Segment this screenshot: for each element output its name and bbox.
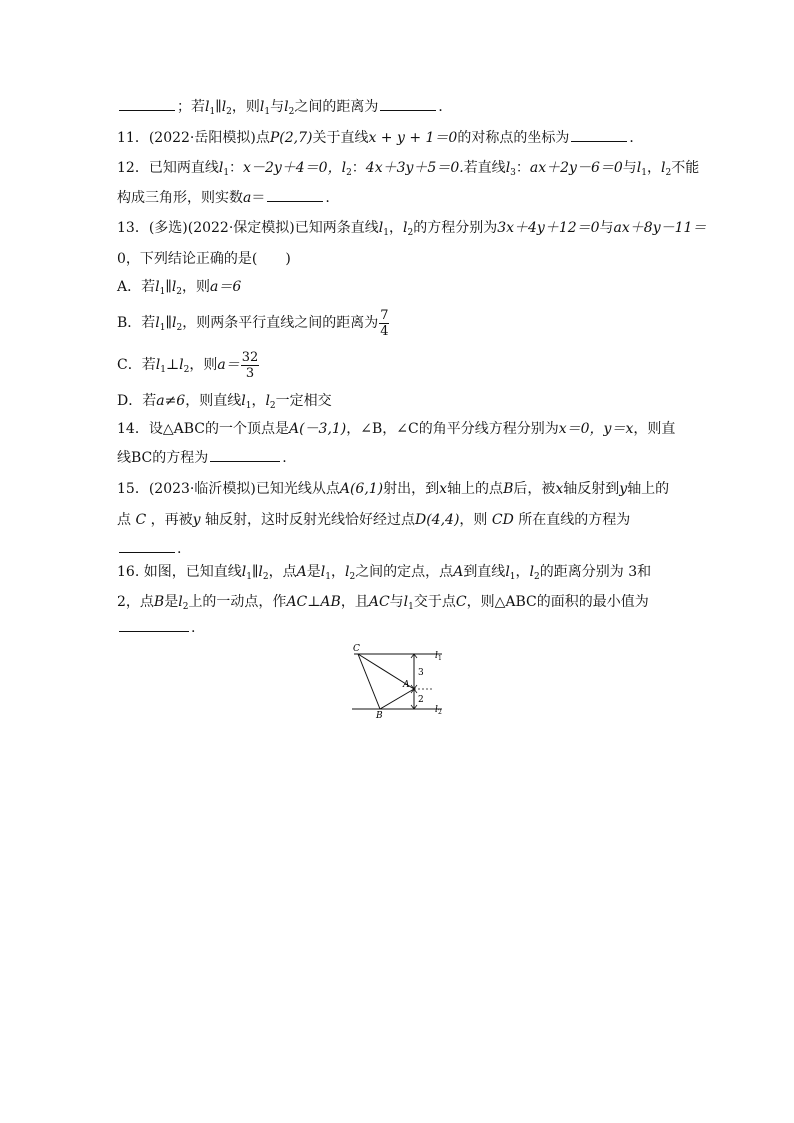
source-tag: (2023·临沂模拟) xyxy=(148,481,256,497)
answer-blank[interactable] xyxy=(210,447,280,462)
option-d[interactable]: D．若a≠6，则直线$l_1$，$l_2$一定相交 xyxy=(117,393,332,411)
question-16-line-1: 16. 如图，已知直线$l_1\parallel l_2$，点A是$l_1$，$l_2$之间的定点，点A到直线$l_1$，$l_2$的距离分别为 3和 xyxy=(117,564,652,582)
question-13-line-2: 0，下列结论正确的是( ) xyxy=(117,251,291,267)
answer-blank[interactable] xyxy=(571,127,627,142)
source-tag: (2022·岳阳模拟) xyxy=(148,130,256,146)
question-15-line-1: 15．(2023·临沂模拟)已知光线从点A(6,1)射出，到x轴上的点B后，被x轴反射到y轴上的 xyxy=(117,481,670,497)
question-16-line-2: 2，点B是$l_2$上的一动点，作AC⊥AB，且AC与$l_1$交于点C，则△ABC的面积的最小值为 xyxy=(117,594,649,612)
fraction: $\frac{7}{4}$ xyxy=(380,307,389,339)
question-number: 15． xyxy=(117,481,149,497)
fraction: $\frac{32}{3}$ xyxy=(241,349,259,381)
question-12-line-2: 构成三角形，则实数a＝ . xyxy=(117,187,682,208)
question-15-line-3: . xyxy=(117,538,682,559)
source-tag: (多选)(2022·保定模拟) xyxy=(148,220,295,236)
segment-cb xyxy=(358,654,380,709)
option-b[interactable]: B．若$l_1\parallel l_2$，则两条平行直线之间的距离为 $\frac{7}{4}$ xyxy=(117,307,389,339)
answer-blank[interactable] xyxy=(267,187,323,202)
label-c: C xyxy=(353,644,360,654)
question-15-line-2: 点 C ，再被y 轴反射，这时反射光线恰好经过点D(4,4)，则 CD 所在直线的方程为 xyxy=(117,512,631,528)
question-number: 13． xyxy=(117,220,149,236)
label-b: B xyxy=(376,711,383,720)
segment-ab xyxy=(380,689,414,709)
geometry-figure xyxy=(340,640,460,720)
answer-blank[interactable] xyxy=(119,617,189,632)
label-l2: l xyxy=(435,705,438,715)
question-13-line-1: 13．(多选)(2022·保定模拟)已知两条直线$l_1$，$l_2$的方程分别为3x＋4y＋12＝0与ax＋8y－11＝ xyxy=(117,220,707,238)
answer-blank[interactable] xyxy=(119,538,175,553)
question-number: 16. xyxy=(117,564,140,580)
answer-blank[interactable] xyxy=(119,96,175,111)
distance-3: 3 xyxy=(418,668,424,678)
question-10-tail: ；若$l_1\parallel l_2$，则$l_1$与$l_2$之间的距离为 ． xyxy=(117,96,682,122)
question-16-line-3: . xyxy=(117,617,682,638)
question-number: 14． xyxy=(117,421,149,437)
answer-blank[interactable] xyxy=(380,96,436,111)
question-14-line-2: 线BC的方程为 . xyxy=(117,447,682,468)
option-c[interactable]: C．若$l_1\perp l_2$，则a＝ $\frac{32}{3}$ xyxy=(117,349,259,381)
label-l1: l xyxy=(435,651,438,661)
label-l1-sub: 1 xyxy=(438,655,442,662)
question-14-line-1: 14．设△ABC的一个顶点是A(－3,1)，∠B，∠C的角平分线方程分别为x＝0，y＝x，则直 xyxy=(117,421,676,437)
question-12-line-1: 12．已知两直线$l_1$：x－2y＋4＝0，$l_2$：4x＋3y＋5＝0.若直线$l_3$：ax＋2y－6＝0与$l_1$，$l_2$不能 xyxy=(117,160,700,178)
question-number: 11． xyxy=(117,130,149,146)
distance-2: 2 xyxy=(418,695,424,705)
question-11: 11．(2022·岳阳模拟)点P(2,7)关于直线x + y + 1＝0的对称点的坐标为 ． xyxy=(117,127,682,148)
question-number: 12． xyxy=(117,160,149,176)
option-a[interactable]: A．若$l_1\parallel l_2$，则a＝6 xyxy=(117,279,242,297)
label-l2-sub: 2 xyxy=(438,709,442,716)
label-a: A xyxy=(403,680,410,690)
